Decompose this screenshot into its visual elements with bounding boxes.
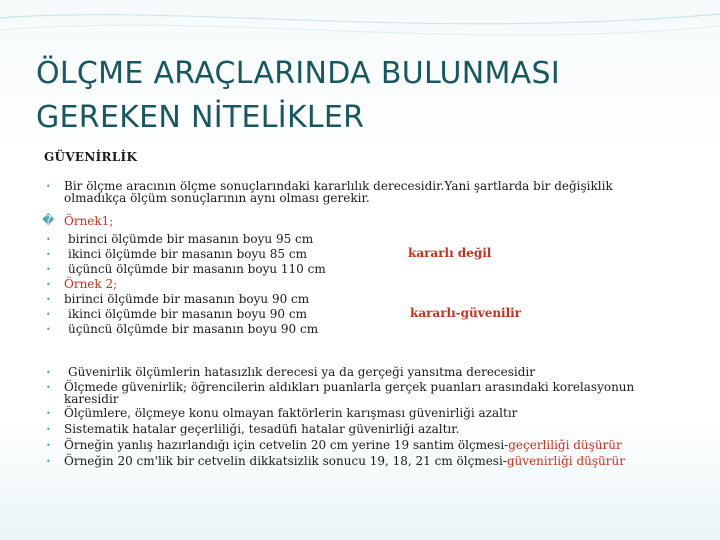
bullet-icon: •	[46, 235, 51, 244]
example2-line-2: ikinci ölçümde bir masanın boyu 90 cm	[68, 307, 307, 321]
title-line-2: GEREKEN NİTELİKLER	[36, 100, 365, 135]
example2-line-1: birinci ölçümde bir masanın boyu 90 cm	[64, 292, 310, 306]
note-5-highlight: geçerliliği düşürür	[508, 438, 622, 452]
bullet-icon: •	[46, 441, 51, 450]
bullet-icon: •	[46, 383, 51, 392]
example2-label: Örnek 2;	[64, 277, 118, 291]
bullet-icon: •	[46, 310, 51, 319]
bullet-icon: •	[46, 250, 51, 259]
slide-title	[36, 52, 696, 140]
bullet-icon: •	[46, 325, 51, 334]
bullet-icon: •	[46, 368, 51, 377]
bullet-icon: •	[46, 457, 51, 466]
intro-line-1: Bir ölçme aracının ölçme sonuçlarındaki kararlılık derecesidir.Yani şartlarda bir değişiklik	[64, 179, 613, 193]
section-heading: GÜVENİRLİK	[44, 150, 138, 164]
bullet-icon: •	[46, 425, 51, 434]
bullet-icon: •	[46, 265, 51, 274]
example2-verdict: kararlı-güvenilir	[410, 306, 522, 320]
bullet-icon: •	[46, 295, 51, 304]
title-line-1: ÖLÇME ARAÇLARINDA BULUNMASI	[36, 56, 560, 91]
note-5	[64, 439, 622, 452]
bullet-icon: •	[46, 280, 51, 289]
intro-line-2: olmadıkça ölçüm sonuçlarının aynı olması gerekir.	[64, 191, 370, 205]
note-2-line-1: Ölçmede güvenirlik; öğrencilerin aldıkları puanlarla gerçek puanları arasındaki korelasyonun	[64, 380, 635, 394]
example2-line-3: üçüncü ölçümde bir masanın boyu 90 cm	[68, 322, 319, 336]
example1-line-3: üçüncü ölçümde bir masanın boyu 110 cm	[68, 262, 326, 276]
note-1: Güvenirlik ölçümlerin hatasızlık derecesi ya da gerçeği yansıtma derecesidir	[68, 365, 535, 379]
example1-verdict: kararlı değil	[408, 246, 492, 260]
note-3: Ölçümlere, ölçmeye konu olmayan faktörlerin karışması güvenirliği azaltır	[64, 406, 518, 420]
note-4: Sistematik hatalar geçerliliği, tesadüfi hatalar güvenirliği azaltır.	[64, 422, 460, 436]
note-2-line-2: karesidir	[64, 392, 119, 406]
bullet-icon: •	[46, 409, 51, 418]
example1-line-1: birinci ölçümde bir masanın boyu 95 cm	[68, 232, 314, 246]
note-5-text: Örneğin yanlış hazırlandığı için cetvelin 20 cm yerine 19 santim ölçmesi-	[64, 438, 509, 452]
checkbox-icon: �	[42, 213, 55, 227]
note-6	[64, 455, 625, 468]
example1-label: Örnek1;	[64, 214, 114, 228]
note-6-text: Örneğin 20 cm'lik bir cetvelin dikkatsizlik sonucu 19, 18, 21 cm ölçmesi-	[64, 454, 507, 468]
note-6-highlight: güvenirliği düşürür	[506, 454, 625, 468]
bullet-icon: •	[46, 182, 51, 191]
example1-line-2: ikinci ölçümde bir masanın boyu 85 cm	[68, 247, 307, 261]
